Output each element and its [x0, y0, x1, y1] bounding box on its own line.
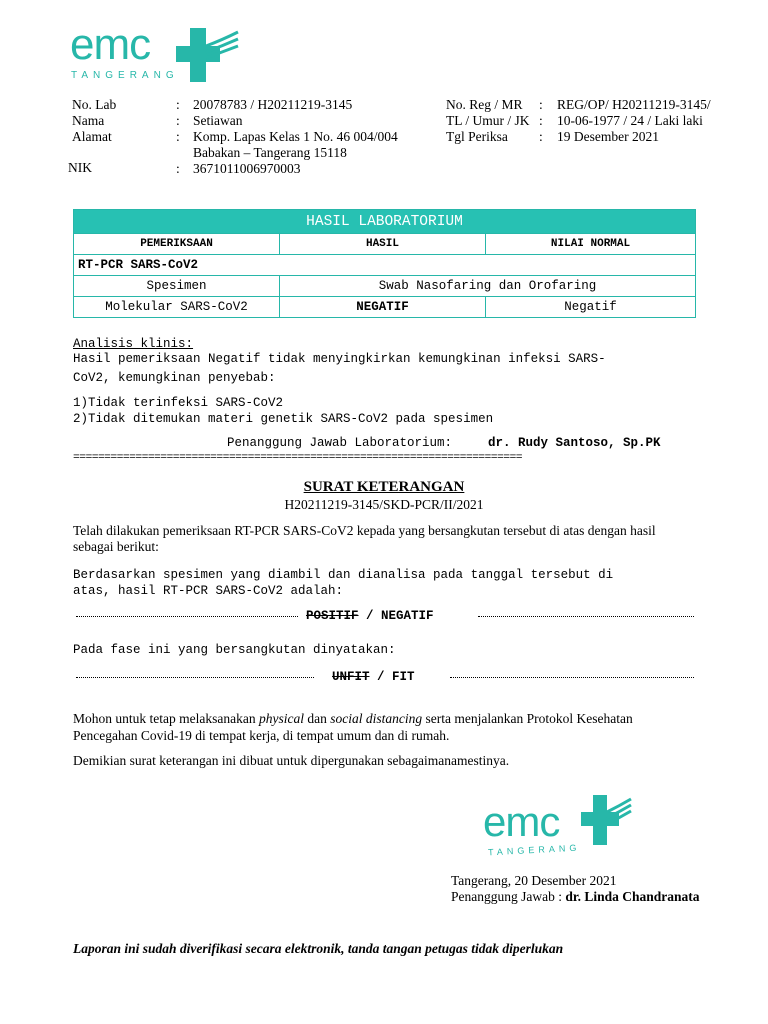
address-label: Alamat	[72, 129, 112, 144]
basis-line-1: Berdasarkan spesimen yang diambil dan dianalisa pada tanggal tersebut di	[73, 568, 614, 582]
advice-text: serta menjalankan Protokol Kesehatan	[422, 711, 633, 726]
letter-title: SURAT KETERANGAN	[303, 479, 465, 495]
signer-label: Penanggung Jawab :	[451, 889, 566, 904]
reg-label: No. Reg / MR	[446, 97, 523, 112]
lab-pj-name: dr. Rudy Santoso, Sp.PK	[488, 436, 661, 450]
signer-name: dr. Linda Chandranata	[565, 889, 700, 904]
closing-text: Demikian surat keterangan ini dibuat untuk dipergunakan sebagaimanamestinya.	[73, 753, 510, 768]
dotted-line	[478, 616, 694, 617]
advice-social-distancing: social distancing	[330, 711, 423, 726]
phase-text: Pada fase ini yang bersangkutan dinyatakan:	[73, 643, 396, 657]
emc-logo-bottom	[483, 793, 633, 858]
advice-line-2: Pencegahan Covid-19 di tempat kerja, di tempat umum dan di rumah.	[73, 728, 450, 743]
dotted-line	[76, 616, 298, 617]
emc-logo-top	[68, 20, 243, 86]
reg-value: REG/OP/ H20211219-3145/	[557, 97, 711, 112]
analysis-line-2: CoV2, kemungkinan penyebab:	[73, 371, 276, 385]
colon: :	[176, 129, 180, 144]
name-value: Setiawan	[193, 113, 243, 128]
letter-intro-1: Telah dilakukan pemeriksaan RT-PCR SARS-CoV2 kepada yang bersangkutan tersebut di atas dengan hasil	[73, 523, 656, 538]
colon: :	[539, 113, 543, 128]
colon: :	[176, 161, 180, 176]
advice-text: dan	[303, 711, 331, 726]
nik-label: NIK	[68, 160, 92, 175]
lab-pj-label: Penanggung Jawab Laboratorium:	[227, 436, 453, 450]
verification-note: Laporan ini sudah diverifikasi secara elektronik, tanda tangan petugas tidak diperlukan	[73, 941, 564, 956]
test-name: RT-PCR SARS-CoV2	[74, 255, 696, 276]
logo-subtitle: TANGERANG	[71, 70, 179, 81]
fitness-result	[332, 670, 415, 684]
logo-subtitle: TANGERANG	[487, 842, 581, 858]
header-normal-value: NILAI NORMAL	[486, 234, 696, 255]
specimen-value: Swab Nasofaring dan Orofaring	[280, 276, 696, 297]
analysis-item-2: 2)Tidak ditemukan materi genetik SARS-CoV2 pada spesimen	[73, 412, 494, 426]
result-positive-struck: POSITIF	[306, 609, 359, 623]
exam-date-value: 19 Desember 2021	[557, 129, 659, 144]
advice-physical: physical	[258, 711, 304, 726]
slash: /	[358, 609, 382, 623]
dob-label: TL / Umur / JK	[446, 113, 530, 128]
header-examination: PEMERIKSAAN	[74, 234, 280, 255]
logo-wordmark: emc	[483, 798, 560, 845]
pcr-result	[306, 609, 434, 623]
name-label: Nama	[72, 113, 105, 128]
signer	[451, 889, 700, 905]
unfit-struck: UNFIT	[332, 670, 370, 684]
place-date: Tangerang, 20 Desember 2021	[451, 873, 617, 888]
test-row-normal: Negatif	[486, 297, 696, 318]
slash: /	[369, 670, 393, 684]
logo-wordmark: emc	[70, 20, 151, 69]
fit-status: FIT	[392, 670, 415, 684]
exam-date-label: Tgl Periksa	[446, 129, 508, 144]
colon: :	[539, 129, 543, 144]
analysis-heading: Analisis klinis:	[73, 337, 194, 351]
cross-icon	[581, 793, 633, 847]
lab-no-label: No. Lab	[72, 97, 117, 112]
letter-intro-2: sebagai berikut:	[73, 539, 159, 554]
lab-table-title: HASIL LABORATORIUM	[74, 210, 696, 234]
nik-value: 3671011006970003	[193, 161, 301, 176]
advice-text: Mohon untuk tetap melaksanakan	[73, 711, 259, 726]
basis-line-2: atas, hasil RT-PCR SARS-CoV2 adalah:	[73, 584, 344, 598]
dob-value: 10-06-1977 / 24 / Laki laki	[557, 113, 703, 128]
letter-number: H20211219-3145/SKD-PCR/II/2021	[284, 497, 484, 512]
test-row-result: NEGATIF	[280, 297, 486, 318]
analysis-line-1: Hasil pemeriksaan Negatif tidak menyingkirkan kemungkinan infeksi SARS-	[73, 352, 606, 366]
address-value-line2: Babakan – Tangerang 15118	[193, 145, 347, 160]
dotted-line	[76, 677, 314, 678]
lab-results-table	[73, 209, 696, 318]
result-negative: NEGATIF	[381, 609, 434, 623]
colon: :	[539, 97, 543, 112]
advice-line-1	[73, 711, 633, 727]
cross-icon	[176, 26, 242, 84]
lab-no-value: 20078783 / H20211219-3145	[193, 97, 353, 112]
analysis-item-1: 1)Tidak terinfeksi SARS-CoV2	[73, 396, 284, 410]
separator-line: ========================================================================	[73, 452, 522, 464]
test-row-name: Molekular SARS-CoV2	[74, 297, 280, 318]
address-value: Komp. Lapas Kelas 1 No. 46 004/004	[193, 129, 398, 144]
header-result: HASIL	[280, 234, 486, 255]
colon: :	[176, 97, 180, 112]
colon: :	[176, 113, 180, 128]
specimen-label: Spesimen	[74, 276, 280, 297]
dotted-line	[450, 677, 694, 678]
